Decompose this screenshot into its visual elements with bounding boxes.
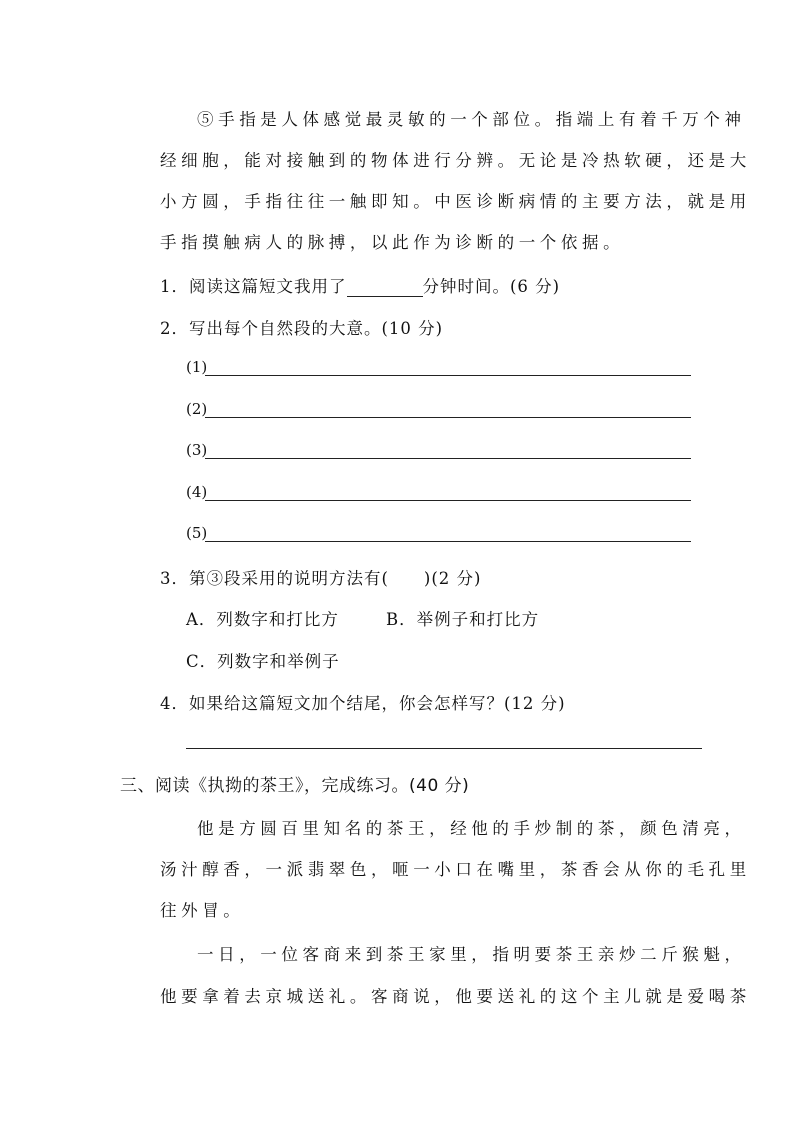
answer-number-1: (1) — [186, 358, 208, 376]
option-b[interactable]: B．举例子和打比方 — [386, 610, 540, 629]
question-1-text-before: 1．阅读这篇短文我用了 — [160, 277, 347, 296]
answer-line-q4[interactable] — [186, 748, 702, 749]
passage-line: 小方圆，手指往往一触即知。中医诊断病情的主要方法，就是用 — [160, 192, 751, 211]
question-3: 3．第③段采用的说明方法有( )(2 分) — [160, 569, 482, 588]
question-2: 2．写出每个自然段的大意。(10 分) — [160, 319, 444, 338]
answer-number-3: (3) — [186, 441, 208, 459]
question-1-text-after: 分钟时间。(6 分) — [422, 277, 561, 296]
passage-line: ⑤手指是人体感觉最灵敏的一个部位。指端上有着千万个神 — [197, 110, 746, 129]
answer-line-3[interactable] — [205, 458, 691, 459]
option-c[interactable]: C．列数字和举例子 — [186, 652, 340, 671]
answer-number-2: (2) — [186, 400, 208, 418]
answer-line-1[interactable] — [205, 375, 691, 376]
story-line: 汤汁醇香，一派翡翠色，咂一小口在嘴里，茶香会从你的毛孔里 — [160, 860, 751, 879]
story-line: 他要拿着去京城送礼。客商说，他要送礼的这个主儿就是爱喝茶 — [160, 987, 751, 1006]
story-line: 一日，一位客商来到茶王家里，指明要茶王亲炒二斤猴魁， — [197, 945, 746, 964]
question-1 — [160, 273, 560, 297]
story-line: 往外冒。 — [160, 901, 245, 920]
option-a[interactable]: A．列数字和打比方 — [186, 610, 339, 629]
answer-line-5[interactable] — [205, 541, 691, 542]
time-blank[interactable] — [347, 277, 423, 297]
story-line: 他是方圆百里知名的茶王，经他的手炒制的茶，颜色清亮， — [197, 819, 746, 838]
question-4: 4．如果给这篇短文加个结尾，你会怎样写？(12 分) — [160, 694, 566, 713]
answer-line-2[interactable] — [205, 417, 691, 418]
answer-number-5: (5) — [186, 524, 208, 542]
section-3-heading: 三、阅读《执拗的茶王》，完成练习。(40 分) — [120, 776, 470, 796]
answer-number-4: (4) — [186, 483, 208, 501]
answer-line-4[interactable] — [205, 500, 691, 501]
passage-line: 手指摸触病人的脉搏，以此作为诊断的一个依据。 — [160, 233, 625, 252]
passage-line: 经细胞，能对接触到的物体进行分辨。无论是冷热软硬，还是大 — [160, 151, 751, 170]
